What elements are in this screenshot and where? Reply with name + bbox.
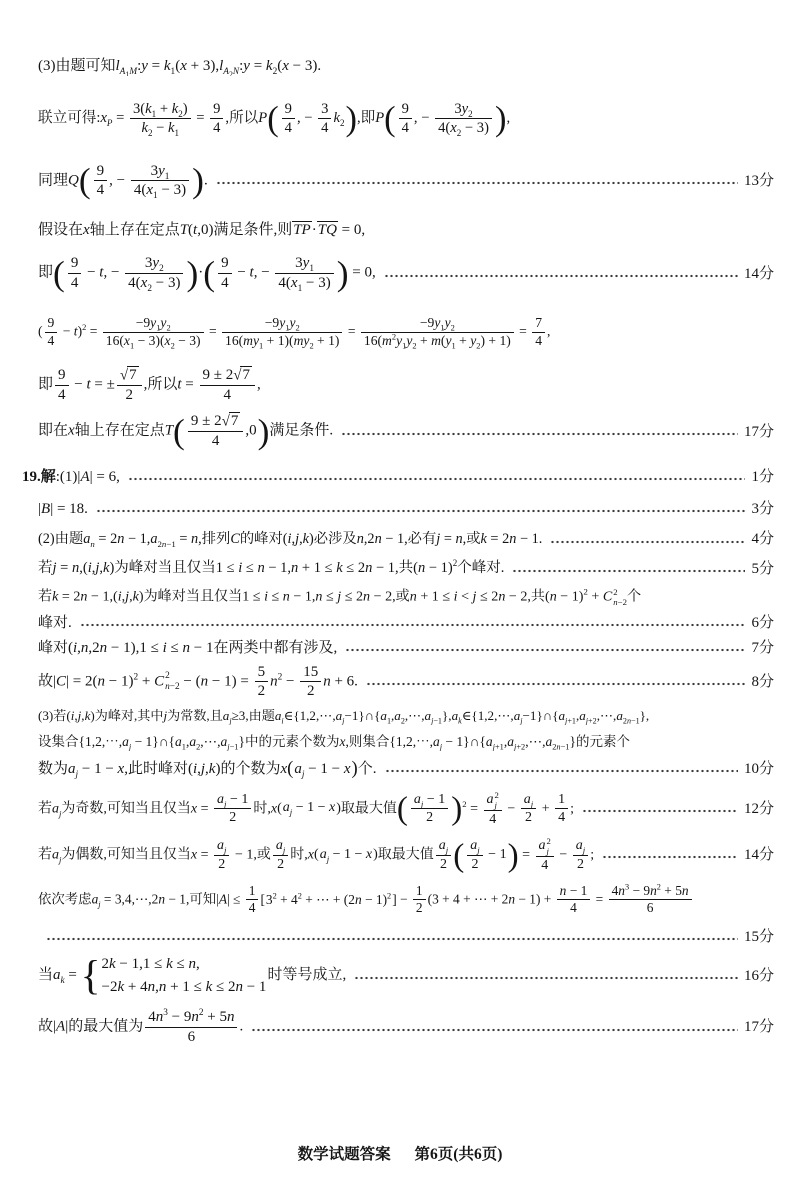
score-label: 14分 — [743, 265, 774, 282]
dotted-leader — [96, 509, 746, 513]
math-text: (3)若(i,j,k)为峰对,其中j为常数,且$a_j\ge 3$,由题$a_i\in\{1,2,\cdots,a_j-1\}\cap\{a_1,a_2,\cdots,a_{j-1}\},a_k\in\{1,2,\cdots,a_j-1\}\cap\{a_{j+1},a_{j+2},\cdots,a_{2n-1}\}$, — [38, 708, 650, 725]
math-text: ( $\frac{9}{4}$ − t)$^2$ = $\frac{-9y_1y_2}{16(x_1 - 3)(x_2 - 3)}$ = $\frac{-9y_1y_2}{16(my_1 + 1)(my_2 + 1)}$ = $\frac{-9y_1y_2}{16(m^2y_1y_2 + m(y_1 + y_2) + 1)}$ = $\frac{7}{4}$ , — [38, 314, 551, 350]
dotted-leader — [366, 682, 746, 686]
answer-line — [38, 220, 774, 240]
answer-line — [38, 707, 774, 725]
math-text: (3)由题可知$l_{A_1M}:y = k_1(x$ + $3),l_{A_2N}:y = k_2(x - 3)$. — [38, 58, 322, 77]
answer-line — [38, 663, 774, 702]
math-text: 设集合{$1,2,\cdots,a_j$ − $1\}\cap\{a_1,a_2,\cdots,a_{j-1}\}$中的元素个数为x,则集合{$1,2,\cdots,a_j$ − $1\}\cap\{a_{j+1},a_{j+2},\cdots,a_{2n-1}\}$的元素个 — [38, 733, 630, 751]
dotted-leader — [582, 809, 738, 813]
math-text: 若k = 2n − 1,(i,j,k)为峰对当且仅当1 ≤ i ≤ n − 1,n ≤ j ≤ 2n − 2,或n + 1 ≤ i < j ≤ 2n − 2,共$(n - 1)^2 + C$ 2 n−2 个 — [38, 586, 642, 607]
dotted-leader — [354, 976, 738, 980]
math-text: 峰对. — [38, 615, 72, 631]
answer-line — [38, 162, 774, 201]
math-text: 故$|C| = 2(n - 1)^2 + C$ 2 n−2 − (n − 1) = $\frac{5}{2}$ $n^2$ − $\frac{15}{2}$ n + 6. — [38, 663, 358, 700]
answer-line — [38, 638, 774, 658]
dotted-leader — [602, 855, 738, 859]
dotted-leader — [216, 181, 738, 185]
answer-line — [38, 254, 774, 293]
answer-line — [38, 759, 774, 780]
math-text: 数为$a_j - 1 - x$,此时峰对(i,j,k)的个数为x ( $a_j - 1 - x$ ) 个. — [38, 758, 377, 780]
score-label: 8分 — [751, 673, 774, 690]
math-text: 联立可得$:x_P$ = $\frac{3(k_1 + k_2)}{k_2 - k_1}$ = $\frac{9}{4}$ ,所以P ( $\frac{9}{4}$ , − $\frac{3}{4}$ $k_2$ ) ,即P ( $\frac{9}{4}$ , − $\frac{3y_2}{4(x_2 - 3)}$ ) , — [38, 100, 511, 138]
answer-line — [38, 315, 774, 350]
math-text: 即 $\frac{9}{4}$ − t = ± $\frac{√7}{2}$ ,所以t = $\frac{9 \pm 2√7}{4}$ , — [38, 366, 261, 403]
score-label: 15分 — [743, 929, 774, 946]
dotted-leader — [550, 540, 745, 544]
answer-line — [38, 100, 774, 137]
answer-line — [38, 587, 774, 607]
math-text: 即 ( $\frac{9}{4}$ − t, − $\frac{3y_2}{4(x_2 - 3)}$ ) · ( $\frac{9}{4}$ − t, − $\frac{3y_1}{4(x_1 - 3)}$ ) = 0, — [38, 254, 376, 293]
score-label: 12分 — [743, 800, 774, 817]
dotted-leader — [385, 769, 738, 773]
dotted-leader — [46, 937, 738, 941]
answer-line — [38, 733, 774, 751]
answer-line — [38, 613, 774, 633]
math-text: 当$a_k$ = { 2k − 1,1 ≤ k ≤ n, −2k + 4n,n + 1 ≤ k ≤ 2n − 1 时等号成立, — [38, 953, 347, 999]
dotted-leader — [345, 648, 745, 652]
answer-line — [38, 412, 774, 451]
score-label: 17分 — [743, 1019, 774, 1036]
answer-line — [38, 56, 774, 76]
score-label: 3分 — [751, 501, 774, 518]
answer-line — [38, 499, 774, 519]
math-text: 若$a_j$为奇数,可知当且仅当x = $\frac{a_j - 1}{2}$ 时,x ( $a_j - 1 - x$ ) 取最大值 ( $\frac{a_j - 1}{2}$ ) $^2$ = a 2 j 4 − $\frac{a_j}{2}$ + $\frac{1}{4}$ ; — [38, 789, 574, 828]
score-label: 13分 — [743, 172, 774, 189]
math-text: 若$a_j$为偶数,可知当且仅当x = $\frac{a_j}{2}$ − 1,或 $\frac{a_j}{2}$ 时,x ( $a_j - 1 - x$ ) 取最大值 $\frac{a_j}{2}$ ( $\frac{a_j}{2}$ − 1 ) = a 2 j 4 − $\frac{a_j}{2}$ ; — [38, 836, 595, 874]
answer-line — [38, 836, 774, 874]
dotted-leader — [512, 569, 745, 573]
dotted-leader — [128, 477, 746, 481]
score-label: 16分 — [743, 967, 774, 984]
math-text: 峰对(i,n,2n − 1),1 ≤ i ≤ n − 1在两类中都有涉及, — [38, 640, 338, 657]
footer-page-number: 第6页(共6页) — [414, 1146, 503, 1163]
answer-line — [38, 1008, 774, 1047]
dotted-leader — [251, 1028, 738, 1032]
math-text: 即在x轴上存在定点T ( $\frac{9 \pm 2√7}{4}$ ,0 ) 满足条件. — [38, 412, 334, 451]
score-label: 14分 — [743, 847, 774, 864]
score-label: 1分 — [751, 468, 774, 485]
dotted-leader — [341, 432, 738, 436]
answer-line — [38, 927, 774, 947]
answer-line — [38, 559, 774, 579]
score-label: 17分 — [743, 423, 774, 440]
answer-line — [38, 366, 774, 405]
math-text: 故|A|的最大值为 $\frac{4n^3 - 9n^2 + 5n}{6}$ . — [38, 1008, 244, 1046]
math-text: 假设在x轴上存在定点T(t,0)满足条件,则TP·TQ = 0, — [38, 222, 366, 239]
answer-line — [22, 467, 774, 487]
math-text: |B| = 18. — [38, 501, 88, 518]
score-label: 5分 — [751, 560, 774, 577]
math-text: 若j = n,(i,j,k)为峰对当且仅当1 ≤ i ≤ n − 1,n + 1 ≤ k ≤ 2n − 1,共$(n - 1)^2$个峰对. — [38, 558, 505, 577]
answer-line — [38, 529, 774, 549]
page-footer — [0, 1142, 800, 1164]
answer-line — [38, 883, 774, 918]
answer-line — [38, 790, 774, 828]
math-text: 依次考虑$a_j$ = 3,4,⋯,2n − 1,可知|A| ≤ $\frac{1}{4}$ [ $3^2 + 4^2$ + ⋯ + $(2n - 1)^2$ ] − $\frac{1}{2}$ (3 + 4 + ⋯ + 2n − 1) + $\frac{n - 1}{4}$ = $\frac{4n^3 - 9n^2 + 5n}{6}$ — [38, 883, 694, 918]
answer-sheet-body — [22, 56, 774, 1047]
score-label: 4分 — [751, 531, 774, 548]
dotted-leader — [80, 623, 746, 627]
math-text: 同理Q ( $\frac{9}{4}$ , − $\frac{3y_1}{4(x_1 - 3)}$ ) . — [38, 161, 208, 201]
answer-line — [38, 953, 774, 998]
score-label: 6分 — [751, 615, 774, 631]
math-text: (2)由题$a_n = 2n - 1,a_{2n-1} = n$,排列C的峰对(i,j,k)必涉及n,2n − 1,必有j = n,或k = 2n − 1. — [38, 530, 543, 549]
score-label: 10分 — [743, 761, 774, 778]
math-text: 19.解:(1)|A| = 6, — [22, 468, 120, 485]
score-label: 7分 — [751, 640, 774, 657]
footer-title: 数学试题答案 — [297, 1146, 391, 1163]
dotted-leader — [384, 274, 738, 278]
